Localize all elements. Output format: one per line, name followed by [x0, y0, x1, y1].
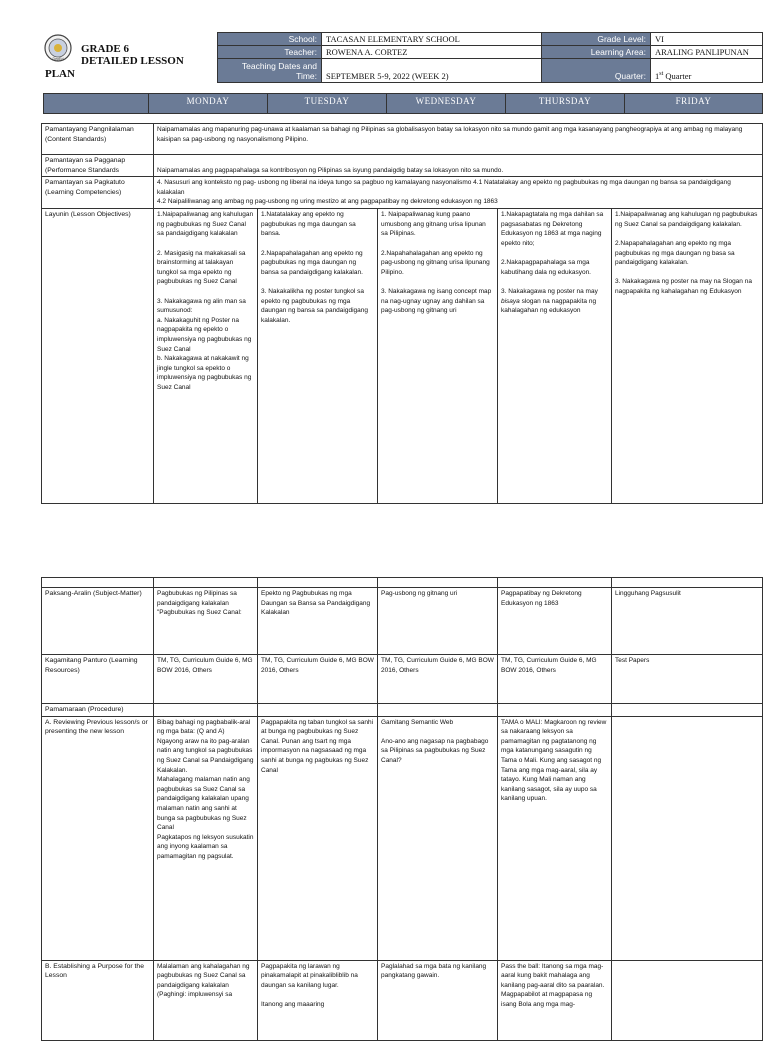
purpose-monday: Malalaman ang kahalagahan ng pagbubukas ng Suez Canal sa pandaigdigang kalakalan (Paghingi: impluwensyi sa — [154, 960, 258, 1040]
reviewing-friday — [612, 716, 763, 960]
objectives-label: Layunin (Lesson Objectives) — [42, 209, 154, 504]
reviewing-label: A. Reviewing Previous lesson/s or presenting the new lesson — [42, 716, 154, 960]
objectives-friday: 1.Naipapaliwanag ang kahulugan ng pagbubukas ng Suez Canal sa pandaigdigang kalakalan. 2.Napapahalagahan ang epekto ng mga pagbubukas ng mga daungan ng basa sa pandaigdigang kalakalan. 3. Nakakagawa ng poster na may na Slogan na nagpapakita ng kahalagahan ng Edukasyon — [612, 209, 763, 504]
purpose-label: B. Establishing a Purpose for the Lesson — [42, 960, 154, 1040]
purpose-wednesday: Paglalahad sa mga bata ng kanilang pangkatang gawain. — [378, 960, 498, 1040]
resources-friday: Test Papers — [612, 655, 763, 704]
teacher-value: ROWENA A. CORTEZ — [322, 46, 542, 59]
teacher-label: Teacher: — [218, 46, 322, 59]
days-header — [43, 93, 763, 114]
competencies-text: 4. Nasusuri ang konteksto ng pag- usbong ng liberal na ideya tungo sa pagbuo ng kamalayang nasyonalismo 4.1 Natatalakay ang epekto ng pagbubukas ng mga daungan ng bansa sa pandaigdigang kalakalan 4.2 Naipaliliwanag ang ambag ng pag-usbong ng uring mestizo at ang pagpapatibay ng dekretong edukasyon ng 1863 — [154, 177, 763, 209]
quarter-value: 1st Quarter — [651, 59, 763, 83]
performance-standards-text: Naipamamalas ang pagpapahalaga sa kontribosyon ng Pilipinas sa isyung pandaigdig batay sa lokasyon nito sa mundo. — [154, 155, 763, 177]
objectives-thursday: 1.Nakapagtatala ng mga dahilan sa pagsasabatas ng Dekretong Edukasyon ng 1863 at mga naging epekto nito; 2.Nakapagpapahalaga sa mga kabutihang dala ng edukasyon. 3. Nakakagawa ng poster na may bisaya slogan na nagpapakita ng kahalagahan ng edukasyon — [498, 209, 612, 504]
day-monday: MONDAY — [149, 94, 268, 114]
dates-value: SEPTEMBER 5-9, 2022 (WEEK 2) — [322, 59, 542, 83]
resources-monday: TM, TG, Curriculum Guide 6, MG BOW 2016, Others — [154, 655, 258, 704]
grade-value: VI — [651, 33, 763, 46]
competencies-label: Pamantayan sa Pagkatuto (Learning Competencies) — [42, 177, 154, 209]
content-standards-text: Naipamamalas ang mapanuring pag-unawa at kaalaman sa bahagi ng Pilipinas sa globalisasyon batay sa lokasyon nito sa mundo gamit ang mga kasanayang pangheograpiya at ang ambag ng malayang kaisipan sa pag-usbong ng nasyonalismong Pilipino. — [154, 124, 763, 155]
dates-label: Teaching Dates and Time: — [218, 59, 322, 83]
purpose-friday — [612, 960, 763, 1040]
subject-wednesday: Pag-usbong ng gitnang uri — [378, 588, 498, 655]
lesson-table-1 — [41, 123, 763, 504]
lesson-table-2 — [41, 577, 763, 1041]
subject-thursday: Pagpapatibay ng Dekretong Edukasyon ng 1863 — [498, 588, 612, 655]
area-value: ARALING PANLIPUNAN — [651, 46, 763, 59]
day-wednesday: WEDNESDAY — [387, 94, 506, 114]
resources-wednesday: TM, TG, Curriculum Guide 6, MG BOW 2016, Others — [378, 655, 498, 704]
resources-label: Kagamitang Panturo (Learning Resources) — [42, 655, 154, 704]
procedure-label: Pamamaraan (Procedure) — [42, 704, 154, 717]
day-friday: FRIDAY — [625, 94, 763, 114]
title-line-3: PLAN — [45, 68, 75, 80]
purpose-tuesday: Pagpapakita ng larawan ng pinakamalapit at pinakalibliblib na daungan sa kanilang lugar. Itanong ang maaaring — [258, 960, 378, 1040]
day-thursday: THURSDAY — [506, 94, 625, 114]
subject-matter-label: Paksang-Aralin (Subject-Matter) — [42, 588, 154, 655]
resources-tuesday: TM, TG, Curriculum Guide 6, MG BOW 2016, Others — [258, 655, 378, 704]
subject-friday: Lingguhang Pagsusulit — [612, 588, 763, 655]
quarter-label: Quarter: — [542, 59, 651, 83]
subject-tuesday: Epekto ng Pagbubukas ng mga Daungan sa Bansa sa Pandaigdigang Kalakalan — [258, 588, 378, 655]
day-tuesday: TUESDAY — [268, 94, 387, 114]
grade-label: Grade Level: — [542, 33, 651, 46]
objectives-wednesday: 1. Naipapaliwanag kung paano umusbong ang gitnang urisa lipunan sa Pilipinas. 2.Napahahalagahan ang epekto ng pag-usbong ng gitnang urisa lipunang Pilipino. 3. Nakakagawa ng isang concept map na nag-ugnay ugnay ang dahilan sa pag-usbong ng gitnang uri — [378, 209, 498, 504]
subject-monday: Pagbubukas ng Pilipinas sa pandaigdigang kalakalan "Pagbubukas ng Suez Canal: — [154, 588, 258, 655]
seal-text: DepEd — [52, 57, 64, 61]
header-block — [41, 32, 763, 82]
reviewing-wednesday: Gamitang Semantic Web Ano-ano ang nagasap na pagbabago sa Pilipinas sa pagbubukas ng Suez Canal? — [378, 716, 498, 960]
title-line-1: GRADE 6 — [81, 43, 129, 55]
reviewing-thursday: TAMA o MALI: Magkaroon ng review sa nakaraang leksyon sa pamamagitan ng pagtatanong ng mga katanungang sasagutin ng Tama o Mali. Kung ang sasagot ng Tama ang mga mag-aaral, sila ay tatayo. Kung Mali naman ang kanilang sasagot, sila ay uupo sa kanilang upuan. — [498, 716, 612, 960]
reviewing-monday: Bibag bahagi ng pagbabalik-aral ng mga bata: (Q and A) Ngayong araw na ito pag-aralan natin ang tungkol sa pagbubukas ng Suez Canal sa Pandaigdigang Kalakalan. Mahalagang malaman natin ang pagbubukas sa Suez Canal sa pandaigdigang kalakalan upang malaman natin ang sanhi at bunga sa pagbubukas ng Suez Canal Pagkatapos ng leksyon susukatin ang inyong kaalaman sa pamamagitan ng pagsulat. — [154, 716, 258, 960]
school-value: TACASAN ELEMENTARY SCHOOL — [322, 33, 542, 46]
objectives-monday: 1.Naipapaliwanag ang kahulugan ng pagbubukas ng Suez Canal sa pandaigdigang kalakalan 2. Masigasig na makakasali sa brainstorming at talakayan tungkol sa mga epekto ng pagbubukas ng Suez Canal 3. Nakakagawa ng alin man sa sumusunod: a. Nakakaguhit ng Poster na nagpapakita ng epekto o impluwensiya ng pagbubukas ng Suez Canal b. Nakakagawa at nakakawit ng jingle tungkol sa epekto o impluwensiya ng pagbubukas ng Suez Canal — [154, 209, 258, 504]
deped-seal-icon — [44, 34, 72, 62]
reviewing-tuesday: Pagpapakita ng taban tungkol sa sanhi at bunga ng pagbubukas ng Suez Canal. Punan ang tsart ng mga impormasyon na nagsasaad ng mga sanhi at bunga ng pagbukas ng Suez Canal — [258, 716, 378, 960]
resources-thursday: TM, TG, Curriculum Guide 6, MG BOW 2016, Others — [498, 655, 612, 704]
objectives-tuesday: 1.Natatalakay ang epekto ng pagbubukas ng mga daungan sa bansa. 2.Napapahalagahan ang epekto ng pagbubukas ng mga daungan ng bansa sa pandaigdigang kalakalan. 3. Nakakalikha ng poster tungkol sa epekto ng pagbubukas ng mga daungan ng bansa sa pandaigdigang kalakalan. — [258, 209, 378, 504]
area-label: Learning Area: — [542, 46, 651, 59]
purpose-thursday: Pass the ball: Itanong sa mga mag-aaral kung bakit mahalaga ang kanilang pag-aaral dito sa paaralan. Magpapabilot at magpapasa ng isang Bola ang mga mag- — [498, 960, 612, 1040]
content-standards-label: Pamantayang Pangnilalaman (Content Standards) — [42, 124, 154, 155]
performance-standards-label: Pamantayan sa Pagganap (Performance Standards — [42, 155, 154, 177]
info-table — [217, 32, 763, 83]
title-line-2: DETAILED LESSON — [81, 55, 184, 67]
school-label: School: — [218, 33, 322, 46]
